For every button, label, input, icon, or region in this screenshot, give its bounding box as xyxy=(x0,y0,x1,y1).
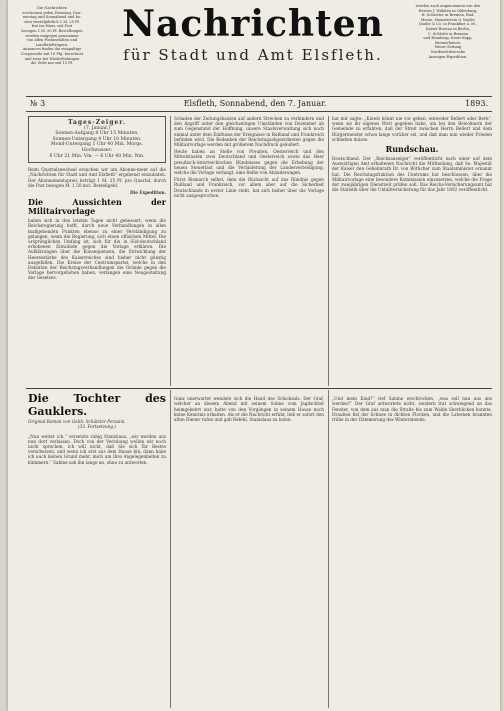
dateline xyxy=(26,96,492,112)
column-middle xyxy=(174,116,324,200)
issue-year: 1893. xyxy=(465,99,488,108)
feuilleton-body: „Nun weiter ich,“ versetzte ruhig Stanislaus, „wir werden uns nun dort verlassen. Doch von der Verlobung wollen wir noch nicht sprechen, ich will nicht, daß Sie sich Ihr Bestes verscherzen, und wenn ich erst aus dem Hause bin, dann habe ich auch keinen Grund mehr, mich um Ihre Angelegenheiten zu kümmern.“ Sabine sah ihn lange an, ohne zu antworten. xyxy=(28,433,166,465)
subscription-line: Landbriefträgern. xyxy=(35,42,69,47)
agents-line: C. Schlotte in Bremen xyxy=(427,31,469,36)
agents-line: Nordwestdeutsche xyxy=(430,49,466,54)
feuilleton-title: Die Tochter des Gauklers. xyxy=(28,392,166,418)
advert-agents-info xyxy=(402,4,494,59)
column-divider xyxy=(170,390,171,708)
subscription-line: und zwar bei Wiederholungen xyxy=(24,56,80,61)
tages-zeiger-line: 6 Uhr 21 Min. Vm. — 6 Uhr 40 Min. Nm. xyxy=(49,153,145,159)
subscription-line: erscheinen jeden Dienstag, Don- xyxy=(22,10,82,15)
subscription-line: nerstag und Sonnabend und ko- xyxy=(22,15,82,20)
subscription-line: Corpuszeile mit 10 Pfg. berechnet xyxy=(20,51,84,56)
agents-line: Daube & Co. in Frankfurt a. M., xyxy=(418,22,478,27)
place-date: Elsfleth, Sonnabend, den 7. Januar. xyxy=(183,99,327,108)
feuilleton-column-middle xyxy=(174,392,324,426)
column-divider xyxy=(328,116,329,386)
agents-line: Mosse, Haasenstein & Vogler, xyxy=(420,17,476,22)
agents-line: werden auch angenommen von den xyxy=(415,4,481,8)
expedition-signature: Die Expedition. xyxy=(130,189,166,195)
subscription-line: frei ins Haus, mit Post xyxy=(31,24,73,29)
subscription-line: Die Nachrichten xyxy=(37,6,67,10)
article-body: Schaden der Zeitungsbauten auf andern Strecken zu verhindern und den Angriff unter den gleichzeitigen Umständen von Dezember ab zum Gegenstand der Hoffnung, unsere Staatsverwaltung sich noch einmal unter dem Einflusse der Ereignisse in Rußland und Frankreich befinden wird. Die Bedenken der Reichstagsabgeordneten gegen die Militairvorlage werden mit größerem Nachdruck geäußert. xyxy=(174,116,324,148)
agents-line: Anzeigen-Expedition. xyxy=(428,54,468,59)
article-body: haben sich in den letzten Tagen nicht gebessert, wenn die Reichsregierung hofft, durch neue Verhandlungen in allen maßgebenden Punkten ebenso zu einer Verständigung zu gelangen, wenn die Regierung, sich einen offiziösen Mittel. Die ursprünglichen Umfang ist, sich für die in Süd-deutschland erhobenen Einwände gegen die Vorlage erklären. Die Aufklärungen über die Konsequenzen, die Entwicklung der Heeresstärke des Kaiserreiches sind bisher nicht günstig ausgefallen. Die Kreise der Centrumspartei, welche in den Debatten der Reichstagsverhandlungen die Gründe gegen die Vorlage hervorgehoben haben, verlangen eine Neugestaltung des Gesetzes. xyxy=(28,218,166,281)
newspaper-title: Nachrichten xyxy=(122,3,384,45)
article-heading: Die Aussichten der Militairvorlage xyxy=(28,197,166,217)
article-body: Fürst Bismarck selbst, dem die Rücksicht auf das Bündnis gegen Rußland und Frankreich, vor allem aber auf die Sicherheit Deutschlands in erster Linie steht, hat sich bisher über die Vorlage nicht ausgesprochen. xyxy=(174,177,324,198)
subscription-line: Annoncen finden die einspaltige xyxy=(22,47,82,52)
subscription-line: von allen Postanstalten und xyxy=(26,38,78,43)
feuilleton-column-right xyxy=(332,392,492,426)
subscription-line: die Zeile nur mit 15 Pf. xyxy=(30,61,74,66)
article-body: hat mir sagte: „Kiewit könnt nie vor gehen, entweder Bellert oder Bern“, wenn sie ihr eigenes Wort gegeben habe, um bei den Bewohnern der Gemeinde zu erfahren, daß der Streit zwischen Herrn Bellert und dem Bürgermeister schon lange vorüber sei, und daß man nun wieder Frieden schließen müsse. xyxy=(332,116,492,142)
agents-line: Weser-Zeitung xyxy=(434,45,462,50)
tages-zeiger-line: Mond-Untergang 1 Uhr 40 Min. Morgs. xyxy=(50,142,144,148)
column-left xyxy=(28,116,166,283)
article-body: Deutschland. Der „Reichsanzeiger“ veröffentlicht nach einer auf dem Auswärtigen Amt erhaltenen Nachricht die Mittheilung, daß Se. Majestät der Kaiser den Geheimrath Dr. von Bötticher zum Staatsminister ernannt hat. Die Reichstagsfraktion des Centrums hat beschlossen, über die Militairvorlage eine besondere Kommission einzusetzen, welche die Frage der zweijährigen Dienstzeit prüfen soll. Das Reichs-Versicherungsamt hat die Statistik über die Unfallversicherung für das Jahr 1892 veröffentlicht. xyxy=(332,156,492,193)
rundschau-heading: Rundschau. xyxy=(385,144,439,155)
column-right xyxy=(332,116,492,194)
agents-line: Herren J. Wübben in Oldenburg, xyxy=(418,8,478,13)
subscription-line: bezogen 1 M. 50 Pf. Bestellungen xyxy=(21,28,83,33)
issue-number: № 3 xyxy=(30,99,46,108)
masthead xyxy=(118,4,388,64)
subscription-info xyxy=(12,6,92,66)
subscription-line: werden entgegen genommen xyxy=(25,33,79,38)
feuilleton-column-left xyxy=(28,392,166,469)
tages-zeiger-box xyxy=(28,116,166,163)
tages-zeiger-date: (7. Januar.) xyxy=(84,125,110,131)
tages-zeiger-line: Hochwasser: xyxy=(81,147,113,153)
agents-line: Kaiser Bureau in Berlin, xyxy=(425,26,471,31)
article-body: Heute haben an Stelle von Preußen, Oesterreich und den Mittelstaaten zwei Deutschland und Oesterreich sowie das Heer preußisch-österreichischen Bündnisses gegen die Erhebung der neuen Steuerlast und die Veränderung der Landesverteidigung, welche die Vorlage verlangt, eine Reihe von Abänderungen. xyxy=(174,149,324,176)
agents-line: Bremerhaven, xyxy=(435,40,461,45)
tages-zeiger-title: Tages-Zeiger. xyxy=(68,119,126,126)
feuilleton-continuation: (33. Fortsetzung.) xyxy=(77,424,117,430)
subscription-line: sten vierteljährlich 1 M. 25 Pf. xyxy=(24,19,80,24)
subscription-notice: Beim Quartalswechsel ersuchen wir um Abonne-ment auf die „Nachrichten für Stadt und Amt Elsfleth“ ergebenst einzuladen. Der Abonnementspreis beträgt 1 M. 25 Pf. pro Quartal, durch die Post bezogen M. 1.50 incl. Bestellgeld. xyxy=(28,167,166,188)
feuilleton-body: „Und mein Kind?“ rief Sabine erschrocken, „was soll nun aus uns werden?“ Der Graf antwortete nicht, sondern trat schweigend an das Fenster, von dem aus man die Straße bis zum Walde überblicken konnte. Draußen fiel der Schnee in dichten Flocken, und die Laternen brannten trübe in der Dämmerung des Winterabends. xyxy=(332,396,492,422)
feuilleton-byline: Original-Roman von Gebh. Schätzler-Perasini. xyxy=(28,419,126,424)
tages-zeiger-line: Sonnen-Untergang 4 Uhr 10 Minuten. xyxy=(52,136,142,142)
agents-line: und Hamburg, Ernst Kapp, xyxy=(423,36,473,41)
agents-line: H. Schröder in Bremen, Rud. xyxy=(421,13,475,18)
newspaper-subtitle: für Stadt und Amt Elsfleth. xyxy=(123,46,383,64)
tages-zeiger-line: Sonnen-Aufgang 8 Uhr 15 Minuten. xyxy=(55,131,139,137)
column-divider xyxy=(170,116,171,386)
newspaper-page xyxy=(8,0,500,711)
feuilleton-body: Ganz unerwartet wendete sich die Hand des Schicksals. Der Graf, welcher an diesem Abend mit seinem Sohne vom Jagdschloß heimgekehrt war, hatte von den Vorgängen in seinem Hause noch keine Kenntnis erhalten. Als er die Nachricht erfuhr, ließ er sofort den alten Diener rufen und gab Befehl, Stanislaus zu holen. xyxy=(174,396,324,422)
feuilleton-divider xyxy=(26,388,492,389)
column-divider xyxy=(328,390,329,708)
